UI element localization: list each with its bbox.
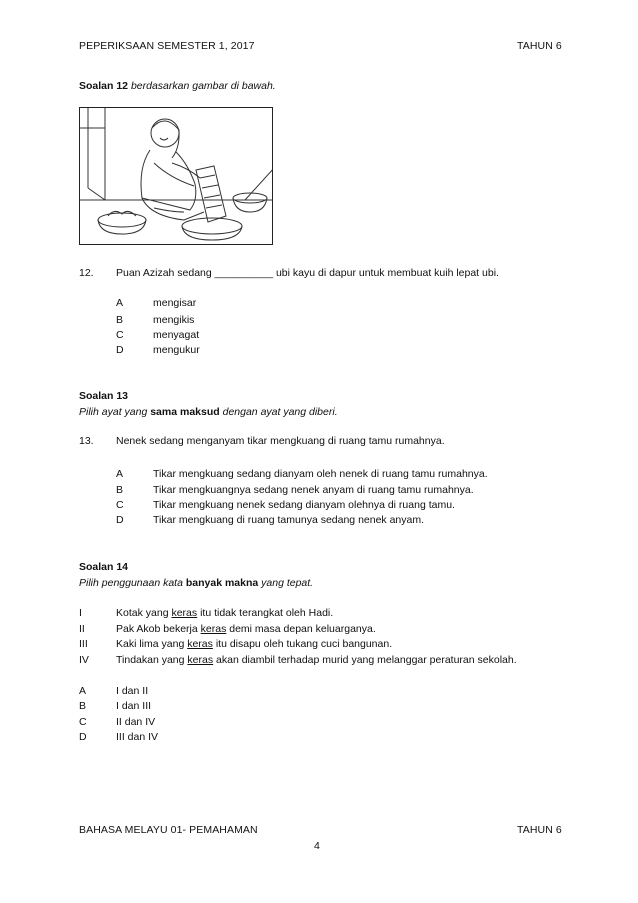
statement-text <box>116 607 333 619</box>
statement-keyword: keras <box>200 623 227 635</box>
statement-text <box>116 654 517 666</box>
s12-title-italic: berdasarkan gambar di bawah. <box>130 80 276 92</box>
option-text: Tikar mengkuang nenek sedang dianyam olehnya di ruang tamu. <box>153 499 455 511</box>
s13-instruction <box>79 406 338 418</box>
s12-number: 12. <box>79 267 94 279</box>
s13-instr-b: sama maksud <box>150 406 220 418</box>
illustration-drawing <box>80 108 273 245</box>
statement-post: itu disapu oleh tukang cuci bangunan. <box>215 638 393 650</box>
statement-text <box>116 623 376 635</box>
statement-numeral: II <box>79 623 85 635</box>
s13-instr-a: Pilih ayat yang <box>79 406 148 418</box>
statement-keyword: keras <box>187 654 214 666</box>
statement-pre: Pak Akob bekerja <box>116 623 198 635</box>
s12-title <box>79 80 276 92</box>
s12-question: Puan Azizah sedang __________ ubi kayu di dapur untuk membuat kuih lepat ubi. <box>116 267 499 279</box>
s14-title: Soalan 14 <box>79 561 129 573</box>
statement-post: demi masa depan keluarganya. <box>229 623 376 635</box>
option-text: II dan IV <box>116 716 156 728</box>
page-footer-grade: TAHUN 6 <box>517 824 562 836</box>
statement-pre: Kotak yang <box>116 607 169 619</box>
page-footer-subject: BAHASA MELAYU 01- PEMAHAMAN <box>79 824 258 836</box>
statement-numeral: IV <box>79 654 89 666</box>
page-header-grade: TAHUN 6 <box>517 40 562 52</box>
option-text: menyagat <box>153 329 200 341</box>
statement-numeral: I <box>79 607 82 619</box>
option-letter: C <box>79 716 87 728</box>
option-text: III dan IV <box>116 731 159 743</box>
statement-numeral: III <box>79 638 88 650</box>
statement-post: itu tidak terangkat oleh Hadi. <box>200 607 334 619</box>
statement-keyword: keras <box>171 607 198 619</box>
s14-instruction <box>79 577 313 589</box>
option-letter: D <box>116 514 124 526</box>
option-letter: A <box>116 297 124 309</box>
option-text: Tikar mengkuangnya sedang nenek anyam di ruang tamu rumahnya. <box>153 484 474 496</box>
option-letter: B <box>116 484 124 496</box>
statement-pre: Kaki lima yang <box>116 638 185 650</box>
option-letter: A <box>79 685 87 697</box>
option-letter: D <box>116 344 124 356</box>
option-text: Tikar mengkuang sedang dianyam oleh nenek di ruang tamu rumahnya. <box>153 468 488 480</box>
s14-instr-b: banyak makna <box>185 577 259 589</box>
s13-number: 13. <box>79 435 94 447</box>
option-letter: B <box>116 314 124 326</box>
option-text: mengikis <box>153 314 195 326</box>
option-text: mengisar <box>153 297 197 309</box>
option-text: mengukur <box>153 344 200 356</box>
statement-pre: Tindakan yang <box>116 654 185 666</box>
option-letter: D <box>79 731 87 743</box>
statement-keyword: keras <box>187 638 213 650</box>
s12-title-bold: Soalan 12 <box>79 80 129 92</box>
page-header-title: PEPERIKSAAN SEMESTER 1, 2017 <box>79 40 255 52</box>
option-letter: C <box>116 499 124 511</box>
s14-instr-c: yang tepat. <box>261 577 314 589</box>
woman-grating-illustration <box>79 107 273 245</box>
statement-post: akan diambil terhadap murid yang melanggar peraturan sekolah. <box>216 654 517 666</box>
option-text: Tikar mengkuang di ruang tamunya sedang nenek anyam. <box>153 514 425 526</box>
option-letter: A <box>116 468 124 480</box>
option-letter: C <box>116 329 124 341</box>
s13-title: Soalan 13 <box>79 390 129 402</box>
page-number: 4 <box>314 840 320 852</box>
option-letter: B <box>79 700 87 712</box>
s14-instr-a: Pilih penggunaan kata <box>79 577 183 589</box>
option-text: I dan II <box>116 685 149 697</box>
s13-instr-c: dengan ayat yang diberi. <box>222 406 338 418</box>
statement-text <box>116 638 392 650</box>
option-text: I dan III <box>116 700 152 712</box>
s13-question: Nenek sedang menganyam tikar mengkuang di ruang tamu rumahnya. <box>116 435 445 447</box>
